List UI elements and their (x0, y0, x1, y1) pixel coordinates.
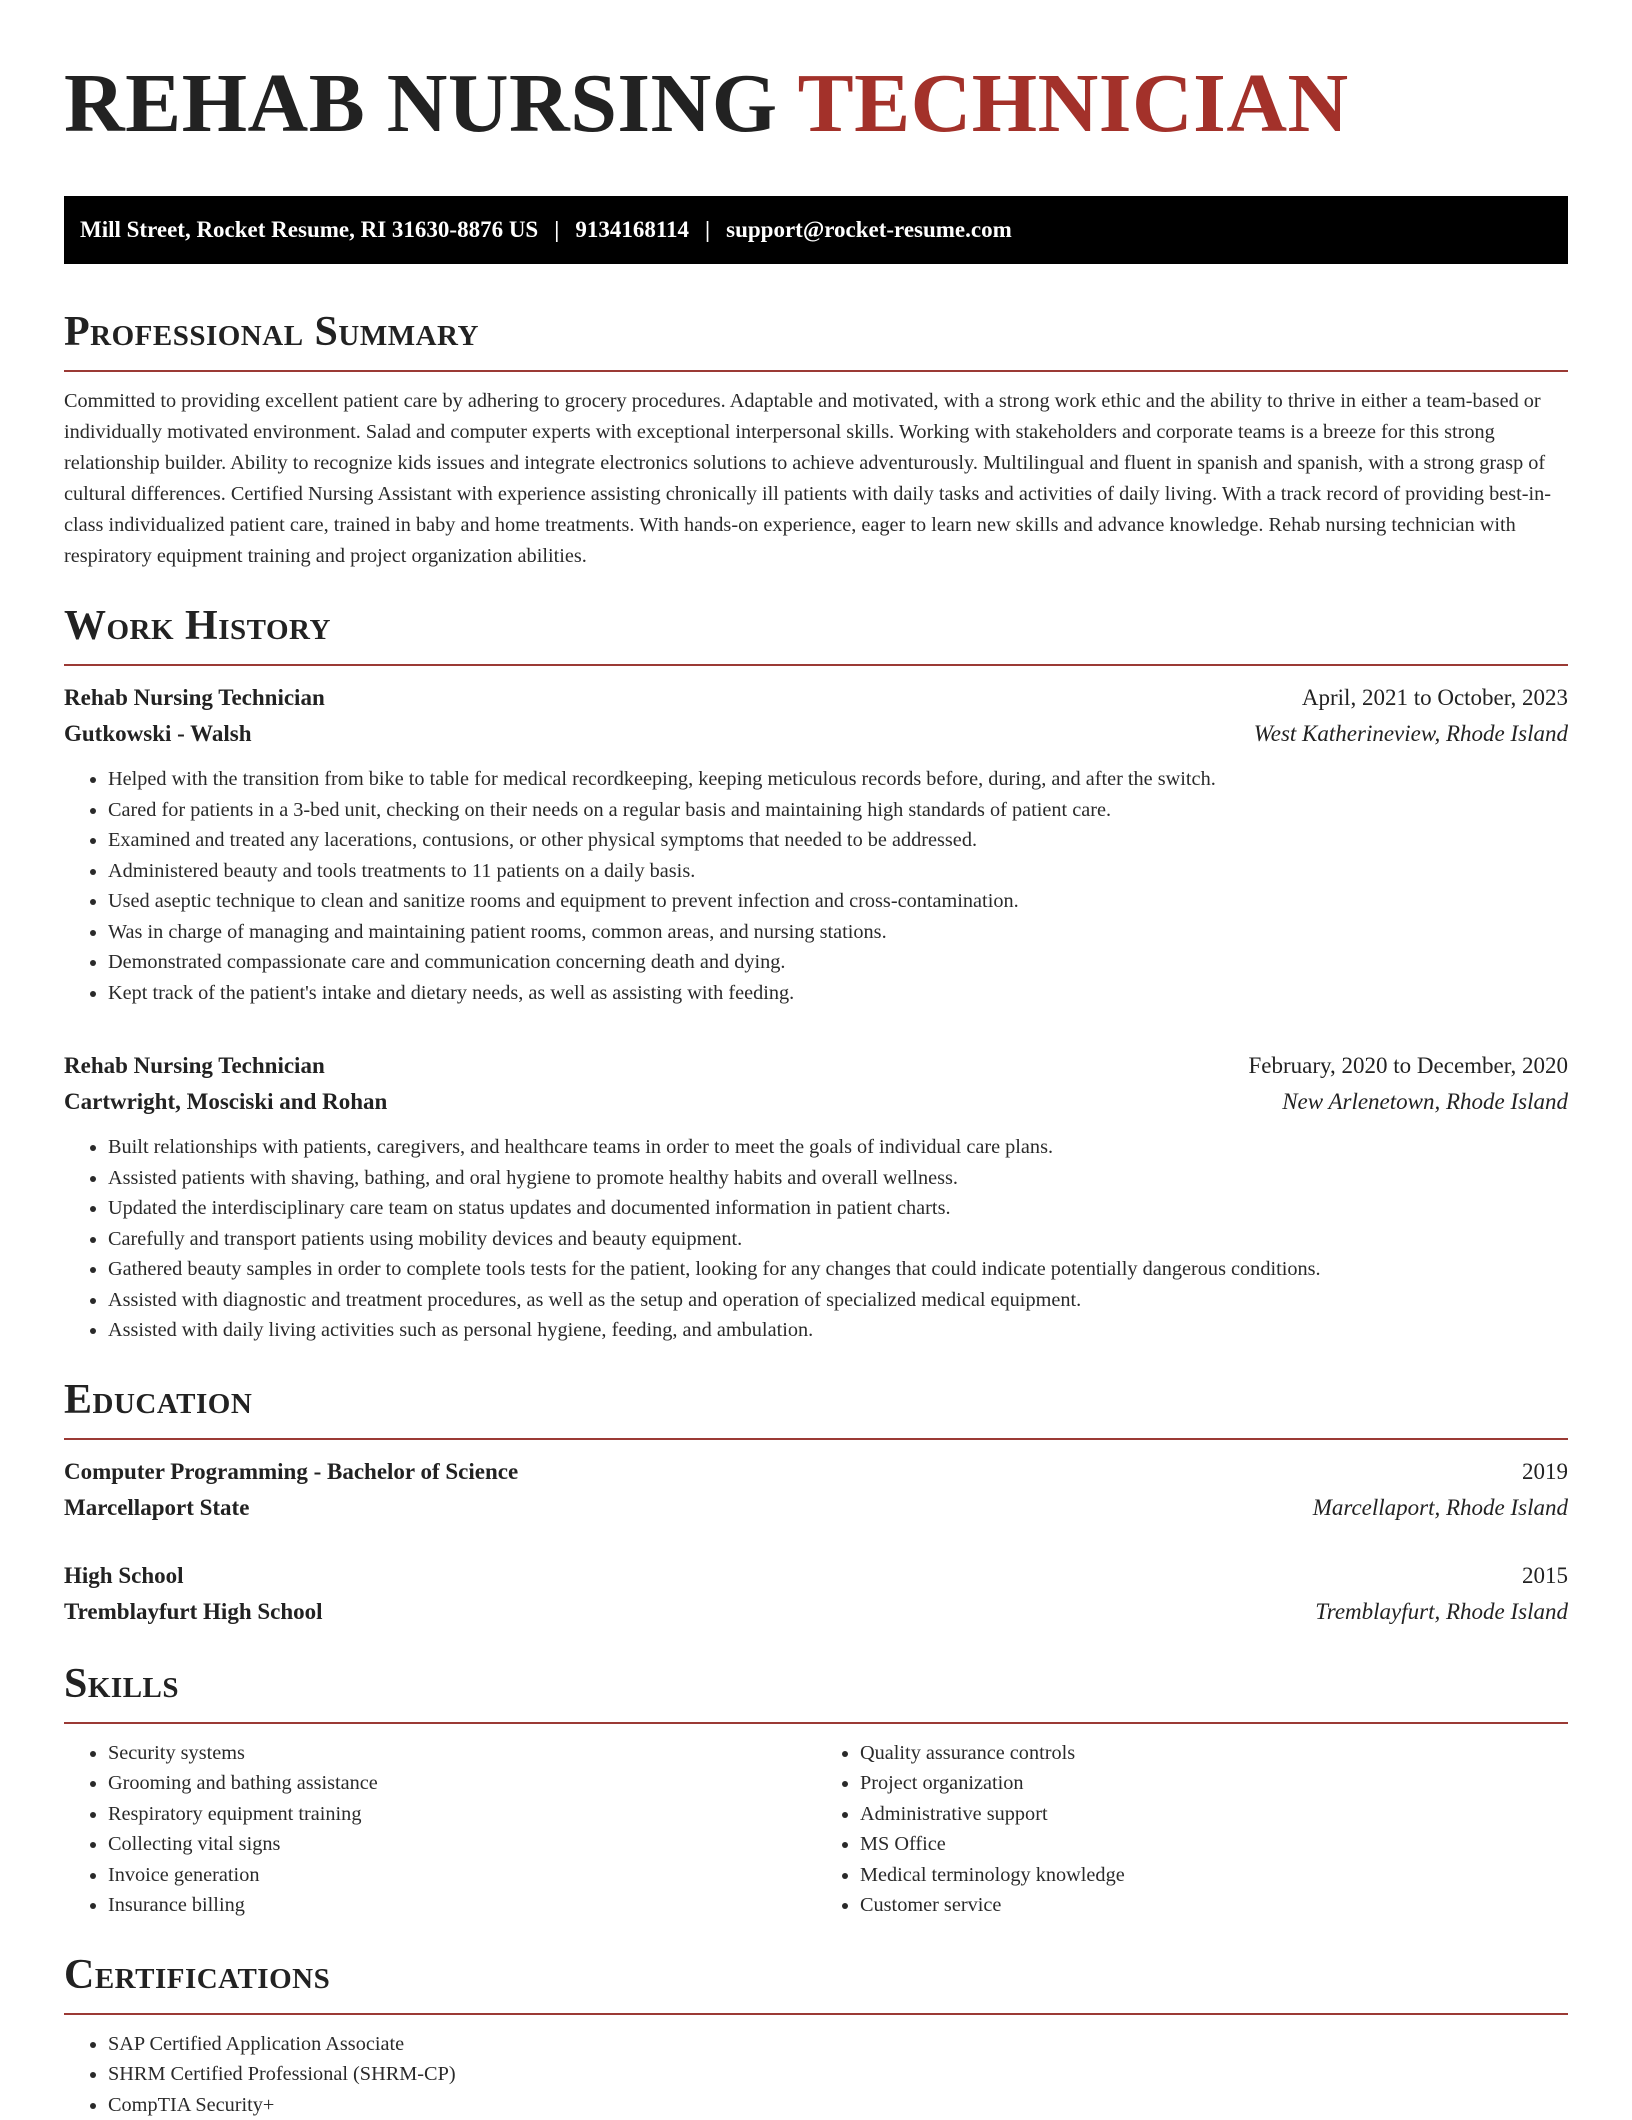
summary-heading: Professional Summary (64, 308, 1568, 356)
contact-email: support@rocket-resume.com (726, 217, 1012, 243)
job-entry (64, 1048, 1568, 1346)
list-item: • Examined and treated any lacerations, contusions, or other physical symptoms that needed to be addressed. (108, 825, 1568, 856)
list-item: • Collecting vital signs (108, 1829, 816, 1860)
contact-phone: 9134168114 (575, 217, 689, 243)
job-company-row (64, 716, 1568, 752)
job-duties-list (64, 764, 1568, 1008)
section-divider (64, 1722, 1568, 1724)
job-title: Rehab Nursing Technician (64, 1048, 325, 1084)
name-accent: TECHNICIAN (798, 57, 1349, 150)
section-divider (64, 664, 1568, 666)
skills-heading: Skills (64, 1660, 1568, 1708)
section-divider (64, 370, 1568, 372)
work-history-section (64, 602, 1568, 1346)
list-item: • Carefully and transport patients using mobility devices and beauty equipment. (108, 1224, 1568, 1255)
work-history-heading: Work History (64, 602, 1568, 650)
skills-section (64, 1660, 1568, 1921)
job-dates: April, 2021 to October, 2023 (1302, 680, 1568, 716)
contact-separator: | (554, 217, 559, 243)
job-company: Cartwright, Mosciski and Rohan (64, 1084, 387, 1120)
contact-address: Mill Street, Rocket Resume, RI 31630-8876 US (80, 217, 538, 243)
job-header-row (64, 1048, 1568, 1084)
list-item: • Insurance billing (108, 1890, 816, 1921)
list-item: • Customer service (860, 1890, 1568, 1921)
skills-list-right (816, 1738, 1568, 1921)
resume-name (64, 56, 1568, 152)
list-item: • Assisted with daily living activities such as personal hygiene, feeding, and ambulation. (108, 1315, 1568, 1346)
list-item: • Updated the interdisciplinary care team on status updates and documented information in patient charts. (108, 1193, 1568, 1224)
education-degree: High School (64, 1558, 184, 1594)
list-item: • Assisted with diagnostic and treatment procedures, as well as the setup and operation of specialized medical equipment. (108, 1285, 1568, 1316)
education-heading: Education (64, 1376, 1568, 1424)
job-company: Gutkowski - Walsh (64, 716, 251, 752)
summary-text: Committed to providing excellent patient care by adhering to grocery procedures. Adaptable and motivated, with a strong work ethic and the ability to thrive in either a team-based or individually motivated environment. Salad and computer experts with exceptional interpersonal skills. Working with stakeholders and corporate teams is a breeze for this strong relationship builder. Ability to recognize kids issues and integrate electronics solutions to achieve adventurously. Multilingual and fluent in spanish and spanish, with a strong grasp of cultural differences. Certified Nursing Assistant with experience assisting chronically ill patients with daily tasks and activities of daily living. With a track record of providing best-in-class individualized patient care, trained in baby and home treatments. With hands-on experience, eager to learn new skills and advance knowledge. Rehab nursing technician with respiratory equipment training and project organization abilities. (64, 386, 1568, 572)
list-item: • Invoice generation (108, 1860, 816, 1891)
education-entry (64, 1454, 1568, 1526)
education-school-row (64, 1490, 1568, 1526)
job-location: West Katherineview, Rhode Island (1254, 716, 1568, 752)
list-item: • Medical terminology knowledge (860, 1860, 1568, 1891)
section-divider (64, 1438, 1568, 1440)
certifications-heading: Certifications (64, 1951, 1568, 1999)
list-item: • Built relationships with patients, caregivers, and healthcare teams in order to meet the goals of individual care plans. (108, 1132, 1568, 1163)
list-item: • Quality assurance controls (860, 1738, 1568, 1769)
section-divider (64, 2013, 1568, 2015)
list-item: • Security systems (108, 1738, 816, 1769)
job-company-row (64, 1084, 1568, 1120)
list-item: • Assisted patients with shaving, bathing, and oral hygiene to promote healthy habits and overall wellness. (108, 1163, 1568, 1194)
list-item: • Demonstrated compassionate care and communication concerning death and dying. (108, 947, 1568, 978)
job-duties-list (64, 1132, 1568, 1346)
certifications-list (64, 2029, 1568, 2120)
list-item: • Grooming and bathing assistance (108, 1768, 816, 1799)
job-dates: February, 2020 to December, 2020 (1249, 1048, 1569, 1084)
education-year: 2019 (1522, 1454, 1568, 1490)
education-location: Tremblayfurt, Rhode Island (1315, 1594, 1568, 1630)
contact-separator: | (705, 217, 710, 243)
list-item: • CompTIA Security+ (108, 2090, 1568, 2120)
list-item: • Gathered beauty samples in order to complete tools tests for the patient, looking for any changes that could indicate potentially dangerous conditions. (108, 1254, 1568, 1285)
job-header-row (64, 680, 1568, 716)
list-item: • Administered beauty and tools treatments to 11 patients on a daily basis. (108, 856, 1568, 887)
education-header-row (64, 1558, 1568, 1594)
education-header-row (64, 1454, 1568, 1490)
list-item: • Respiratory equipment training (108, 1799, 816, 1830)
education-school-row (64, 1594, 1568, 1630)
education-degree: Computer Programming - Bachelor of Science (64, 1454, 518, 1490)
list-item: • Was in charge of managing and maintaining patient rooms, common areas, and nursing stations. (108, 917, 1568, 948)
skills-grid (64, 1738, 1568, 1921)
job-entry (64, 680, 1568, 1008)
education-location: Marcellaport, Rhode Island (1313, 1490, 1568, 1526)
education-school: Tremblayfurt High School (64, 1594, 323, 1630)
list-item: • SHRM Certified Professional (SHRM-CP) (108, 2059, 1568, 2090)
list-item: • Helped with the transition from bike to table for medical recordkeeping, keeping meticulous records before, during, and after the switch. (108, 764, 1568, 795)
summary-section (64, 308, 1568, 572)
list-item: • Administrative support (860, 1799, 1568, 1830)
education-section (64, 1376, 1568, 1630)
list-item: • Kept track of the patient's intake and dietary needs, as well as assisting with feeding. (108, 978, 1568, 1009)
list-item: • SAP Certified Application Associate (108, 2029, 1568, 2060)
job-title: Rehab Nursing Technician (64, 680, 325, 716)
contact-bar (64, 196, 1568, 264)
certifications-section (64, 1951, 1568, 2120)
list-item: • Used aseptic technique to clean and sanitize rooms and equipment to prevent infection and cross-contamination. (108, 886, 1568, 917)
education-entry (64, 1558, 1568, 1630)
list-item: • Project organization (860, 1768, 1568, 1799)
list-item: • MS Office (860, 1829, 1568, 1860)
education-school: Marcellaport State (64, 1490, 249, 1526)
list-item: • Cared for patients in a 3-bed unit, checking on their needs on a regular basis and maintaining high standards of patient care. (108, 795, 1568, 826)
name-main: REHAB NURSING (64, 57, 778, 150)
education-year: 2015 (1522, 1558, 1568, 1594)
skills-list-left (64, 1738, 816, 1921)
job-location: New Arlenetown, Rhode Island (1282, 1084, 1568, 1120)
